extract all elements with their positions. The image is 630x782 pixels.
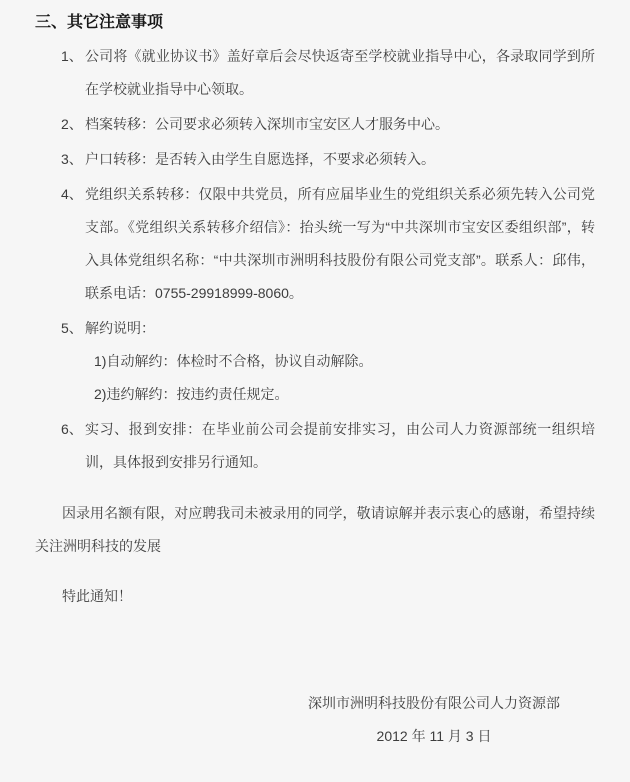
list-item-4 — [35, 178, 595, 310]
section-heading: 三、其它注意事项 — [35, 14, 164, 31]
list-item-6 — [35, 413, 595, 479]
item-number: 6、 — [61, 421, 83, 437]
notice-statement: 特此通知！ — [62, 588, 132, 604]
item-text: 户口转移：是否转入由学生自愿选择，不要求必须转入。 — [85, 151, 435, 167]
signature-department: 深圳市洲明科技股份有限公司人力资源部 — [308, 695, 560, 711]
item-number: 4、 — [61, 186, 83, 202]
closing-paragraph: 因录用名额有限，对应聘我司未被录用的同学，敬请谅解并表示衷心的感谢，希望持续关注洲明科技的发展 — [35, 505, 595, 554]
list-item-5 — [35, 312, 595, 411]
item-number: 3、 — [61, 151, 83, 167]
item-number: 5、 — [61, 320, 83, 336]
item-text: 实习、报到安排：在毕业前公司会提前安排实习，由公司人力资源部统一组织培训，具体报到安排另行通知。 — [85, 421, 595, 470]
item-number: 1、 — [61, 48, 83, 64]
signature-date: 2012 年 11 月 3 日 — [376, 728, 492, 744]
item-text: 公司将《就业协议书》盖好章后会尽快返寄至学校就业指导中心，各录取同学到所在学校就业指导中心领取。 — [85, 48, 595, 97]
item-text: 档案转移：公司要求必须转入深圳市宝安区人才服务中心。 — [85, 116, 449, 132]
item-number: 2、 — [61, 116, 83, 132]
item-text: 党组织关系转移：仅限中共党员，所有应届毕业生的党组织关系必须先转入公司党支部。《党组织关系转移介绍信》：抬头统一写为“中共深圳市宝安区委组织部”，转入具体党组织名称：“中共深圳市洲明科技股份有限公司党支部”。联系人：邱伟，联系电话：0755-29918999-8060。 — [85, 186, 595, 301]
subitem-breach-termination: 2)违约解约：按违约责任规定。 — [94, 386, 289, 402]
notes-list — [35, 40, 595, 479]
list-item-3 — [35, 143, 595, 176]
list-item-2 — [35, 108, 595, 141]
list-item-1 — [35, 40, 595, 106]
signature-block — [308, 687, 560, 753]
item-text: 解约说明： — [85, 320, 155, 336]
subitem-auto-termination: 1)自动解约：体检时不合格，协议自动解除。 — [94, 353, 373, 369]
